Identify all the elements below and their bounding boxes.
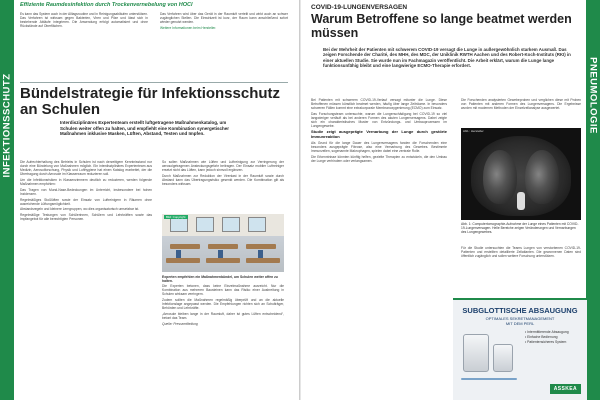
bullet-item: Regelmäßige Testungen von Schülerinnen, Schülern und Lehrkräften sowie das Impfangebot für alle berechtigten Personen. bbox=[20, 213, 152, 222]
body-column-b-bottom bbox=[162, 284, 284, 398]
bullet-item: Abstandsregeln und kleinere Lerngruppen, wo dies organisatorisch umsetzbar ist. bbox=[20, 207, 140, 212]
headline: Warum Betroffene so lange beatmet werden müssen bbox=[311, 12, 572, 40]
lead-text: Bei der Mehrheit der Patienten mit schwerem COVID-19 versagt die Lunge in außergewöhnlich starkem Ausmaß. Das zeigen Forschende der Charité, des MHH, des MDC, der Uniklinik RWTH Aachen und des Robert-Koch-Instituts (RKI) in einer aktuellen Studie. Sie wurde nun im Fachmagazin veröffentlicht. Die Arbeit erklärt, warum die Lunge lange funktionsunfähig bleibt und eine langwierige ECMO-Therapie erfordert. bbox=[323, 47, 571, 69]
top-column-left bbox=[20, 12, 148, 82]
ct-scan-image bbox=[461, 128, 581, 220]
ad-subtitle: OPTIMALES SEKRETMANAGEMENT bbox=[485, 316, 555, 321]
paragraph: Zudem sollten die Maßnahmen regelmäßig überprüft und an die aktuelle Infektionslage angepasst werden. Die Empfehlungen richten sich an Schulträger, Behörden und Lehrkräfte. bbox=[162, 297, 284, 311]
paragraph: Das Forschungsteam untersuchte, warum die Lungenschädigung bei COVID-19 so viel langwieriger verläuft als bei anderen Formen des akuten Lungenversagens. Dabei zeigte sich ein charakteristisches Muster von Entzündungs- und Umbauprozessen im Lungengewebe. bbox=[311, 111, 447, 129]
ad-feature: • Patientensicheres System bbox=[525, 340, 567, 344]
source-note: Quelle: Pressemitteilung bbox=[162, 321, 198, 326]
ad-title: SUBGLOTTISCHE ABSAUGUNG bbox=[462, 306, 578, 315]
top-column-right bbox=[160, 12, 288, 82]
photo-caption: Experten empfehlen ein Maßnahmenbündel, um Schulen weiter offen zu halten. bbox=[162, 275, 278, 284]
photo-credit: Bild: Copyright bbox=[166, 215, 186, 219]
article-kicker: Effiziente Raumdesinfektion durch Trockenvernebelung von HOCl bbox=[20, 2, 193, 8]
body-column-b-top bbox=[461, 98, 581, 126]
device-icon bbox=[493, 344, 513, 372]
body-column-a bbox=[20, 160, 152, 398]
lead-text: Interdisziplinäres Expertenteam erstellt luftgetragene Maßnahmenkatalog, um Schulen weiter offen zu halten, und empfiehlt eine Kombination synergetischer Maßnahmen inklusive Masken, Lüften, Abstand, Testen und Impfen. bbox=[60, 120, 230, 137]
spine bbox=[517, 192, 525, 210]
body-column-a bbox=[311, 98, 447, 398]
contact-note: Weitere Informationen beim Hersteller. bbox=[160, 25, 217, 30]
side-tab-label: INFEKTIONSSCHUTZ bbox=[1, 73, 13, 178]
bullet-item: Regelmäßiges Stoßlüften sowie der Einsatz von Luftreinigern in Räumen ohne ausreichende Lüftungsmöglichkeit. bbox=[20, 197, 152, 206]
right-lung bbox=[525, 150, 559, 204]
paragraph: „Aerosole bleiben lange in der Raumluft, daher ist gutes Lüften entscheidend“, betont das Team. bbox=[162, 311, 284, 320]
paragraph: Als Grund für die lange Dauer des Lungenversagens fanden die Forschenden eine besonders ausgeprägte Fibrose, also eine Vernarbung des Gewebes. Bestimmte Immunzellen, sogenannte Makrophagen, spielen dabei eine zentrale Rolle. bbox=[311, 140, 447, 154]
ad-feature: • Einfache Bedienung bbox=[525, 335, 558, 339]
image-credit: Abb.: Hersteller bbox=[463, 129, 484, 133]
paragraph: Für die Studie untersuchten die Teams Lungen von verstorbenen COVID-19-Patienten und erstellten detaillierte Zellatlanten. Die gewonnenen Daten sind öffentlich zugänglich und sollen weitere Forschung unterstützen. bbox=[461, 246, 581, 259]
ad-feature-list bbox=[525, 330, 585, 345]
device-icon bbox=[463, 334, 489, 372]
image-caption: Abb. 1: Computertomographie-Aufnahme der Lunge eines Patienten mit COVID-19-Lungenversagen. Helle Bereiche zeigen Veränderungen und Vernarbungen des Lungengewebes. bbox=[461, 222, 579, 235]
right-page bbox=[301, 0, 600, 400]
ad-feature: • Intermittierende Absaugung bbox=[525, 330, 569, 334]
paragraph: Die Experten betonen, dass keine Einzelmaßnahme ausreicht. Nur die Kombination aus mehreren Bausteinen kann das Risiko einer Ausbreitung in Schulen wirksam verringern. bbox=[162, 284, 284, 297]
side-tab-infektionsschutz bbox=[0, 0, 14, 400]
paragraph: So sollen Maßnahmen wie Lüften und Luftreinigung zur Verringerung der aerosolgetragenen Ansteckungsgefahr beitragen. Der Einsatz mobiler Luftreiniger ersetzt nicht das Lüften, kann jedoch sinnvoll ergänzen. bbox=[162, 160, 284, 173]
subheading: Studie zeigt ausgeprägte Vernarbung der Lunge durch gestörte Immunreaktion bbox=[311, 129, 447, 140]
article-kicker: COVID-19-LUNGENVERSAGEN bbox=[311, 4, 408, 11]
headline: Bündelstrategie für Infektionsschutz an Schulen bbox=[20, 85, 281, 118]
paragraph: Das Verfahren wird über das Gerät in der Raumluft verteilt und wirkt auch an schwer zugänglichen Stellen. Die Einwirkzeit ist kurz, der Raum kann anschließend sofort wieder genutzt werden. bbox=[160, 12, 288, 25]
paragraph: Durch Maßnahmen zur Reduktion der Virenlast in der Raumluft sowie durch Abstand kann das Übertragungsrisiko gesenkt werden. Die Kombination gilt als besonders wirksam. bbox=[162, 173, 284, 187]
paragraph: Die Forschenden analysierten Gewebeproben und verglichen diese mit Proben von Patienten mit anderen Formen des Lungenversagens. Die Ergebnisse wurden mit modernen Methoden der Einzelzellanalyse ausgewertet. bbox=[461, 98, 581, 111]
tube-icon bbox=[461, 378, 517, 380]
side-tab-pneumologie bbox=[586, 0, 600, 400]
side-tab-label: PNEUMOLOGIE bbox=[587, 57, 599, 134]
classroom-photo bbox=[162, 214, 284, 272]
bullet-item: Das Tragen von Mund-Nase-Bedeckungen im Unterricht, insbesondere bei hohen Inzidenzen. bbox=[20, 187, 152, 196]
body-column-b-bottom bbox=[461, 246, 581, 296]
paragraph: Es kann das System auch in der Alltagsroutine und in Reinigungsabläufen unterstützen. Das Verfahren ist wirksam gegen Bakterien, Viren und Pilze und lässt sich in bestehende Abläufe integrieren. Die Anwendung erfolgt automatisiert und ohne Rückstände auf Oberflächen. bbox=[20, 12, 148, 29]
paragraph: Um die Infektionsrisiken in Klassenzimmern deutlich zu reduzieren, werden folgende Maßnahmen empfohlen: bbox=[20, 177, 152, 187]
divider bbox=[20, 82, 288, 83]
paragraph: Bei Patienten mit schwerem COVID-19-Verlauf versagt mitunter die Lunge. Diese Betroffenen müssen künstlich beatmet werden, häufig über lange Zeiträume. In besonders schweren Fällen kommt eine extrakorporale Membranoxygenierung (ECMO) zum Einsatz. bbox=[311, 98, 447, 111]
advertisement[interactable] bbox=[453, 298, 587, 400]
left-lung bbox=[483, 150, 517, 204]
ad-subtitle-2: MIT DEM PERL bbox=[505, 321, 535, 326]
paragraph: Die Erkenntnisse könnten künftig helfen, gezielte Therapien zu entwickeln, die den Umbau der Lunge verhindern oder verlangsamen. bbox=[311, 154, 447, 163]
brand-logo: ASSKEA bbox=[550, 384, 581, 394]
body-column-b-top bbox=[162, 160, 284, 212]
paragraph: Die Aufrechterhaltung des Betriebs in Schulen ist nach derzeitigem Kenntnisstand nur durch eine Bündelung von Maßnahmen möglich. Ein interdisziplinäres Expertenteam aus Medizin, Aerosolforschung, Physik und Lufthygiene hat einen Katalog erarbeitet, der die Übertragung durch Aerosole im Klassenraum reduzieren soll. bbox=[20, 160, 152, 177]
